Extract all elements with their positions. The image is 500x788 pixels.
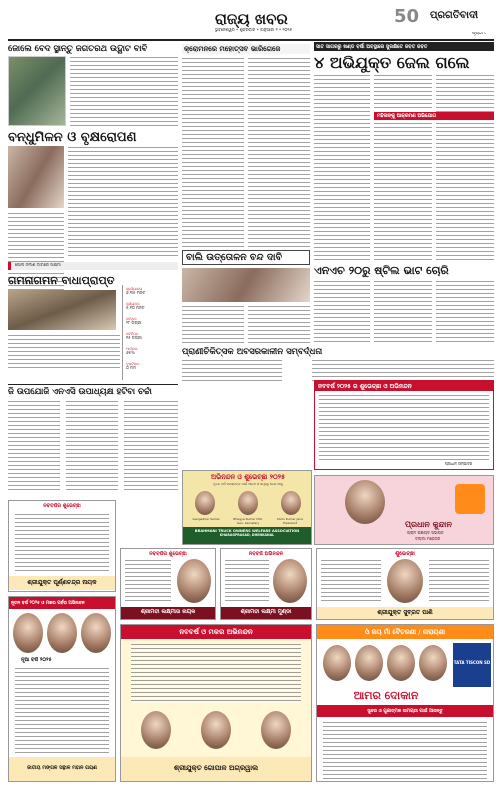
center-headline-box xyxy=(182,250,310,265)
shop-title-bar xyxy=(317,625,493,639)
lead-headline: ୪ ଅଭିଯୁକ୍ତ ଜେଲ ଗଲେ xyxy=(314,53,470,72)
article-text xyxy=(124,400,178,492)
top-banner xyxy=(314,42,494,51)
ad-name-bar xyxy=(9,576,115,590)
shop-tagline: ସୁନ୍ଦର ଓ ଗୁଣାତ୍ମକ ସାମଗ୍ରୀ ପାଇଁ ଆସନ୍ତୁ xyxy=(367,709,443,714)
divider xyxy=(8,384,178,385)
ad-text xyxy=(15,513,109,571)
article-headline: ଗମନାଗମନ ବାଧାପ୍ରାପ୍ତ xyxy=(8,274,115,287)
ad-name: ଶ୍ରୀଯୁକ୍ତ ସୁବ୍ରତ ପାଣି xyxy=(377,609,433,616)
weather-label: ସର୍ବାଧିକ xyxy=(126,317,137,321)
greeting-signature: ପ୍ରଧାନ ସମ୍ପାଦକ xyxy=(445,462,473,466)
article-text xyxy=(374,122,432,260)
article-text xyxy=(248,305,310,343)
person-photo xyxy=(355,645,383,681)
person-photo xyxy=(13,613,43,653)
new-year-ad xyxy=(8,596,116,782)
shop-title: ଓଁ ଜୟ ମାଁ ବୈତରଣୀ / ନାରାୟଣୀ xyxy=(364,628,446,636)
person-role: Gen. Secretary xyxy=(236,521,260,525)
anniversary-logo: 50 xyxy=(394,6,420,27)
ad-name-bar xyxy=(221,607,311,619)
greeting-ad xyxy=(314,380,494,470)
ad-text xyxy=(131,643,301,703)
weather-value: ୧୫ ଡିଗ୍ରୀ xyxy=(126,336,142,340)
party-logo-icon xyxy=(455,484,485,514)
left-top-headline: ଜୋଲେ ବେଦ ସ୍ଥାନ୍ତୁ ଜଗତରଥ ଉଦ୍ଘାଟ ବାବି xyxy=(8,44,148,54)
weather-label: ଆର୍ଦ୍ରତା xyxy=(126,347,138,351)
ad-text xyxy=(323,721,487,779)
protest-photo xyxy=(182,268,310,302)
article-text xyxy=(248,57,310,247)
person-photo xyxy=(177,559,211,603)
new-year-subtitle: ନୂଆ ବର୍ଷ ୨୦୨୫ xyxy=(21,657,52,663)
article-text xyxy=(314,280,370,342)
greeting-text xyxy=(319,394,489,460)
road-photo xyxy=(8,290,116,330)
ad-name: ଶ୍ରୀଯୁକ୍ତ ଗୋପାଳ ଅଗ୍ରୱାଲ xyxy=(173,764,259,772)
politician-place: ଦିଲ୍ଲୀ ମହେନ୍ଦ୍ର xyxy=(415,537,441,541)
ad-heading: ନବବର୍ଷର ଶୁଭେଚ୍ଛା xyxy=(43,503,81,509)
weather-label: ସର୍ବନିମ୍ନ xyxy=(126,332,139,336)
association-title: ଅଭିନନ୍ଦନ ଓ ଶୁଭେଚ୍ଛା ୨୦୨୫ xyxy=(210,473,286,481)
festival-ad xyxy=(120,624,312,782)
weather-value: ୬.୩୫ ମିନିଟ xyxy=(126,291,146,295)
ad-block xyxy=(220,548,312,620)
association-greeting: ନୂତନ ବର୍ଷ ସମସ୍ତଙ୍କ ପାଇଁ ଆନନ୍ଦ ଓ ସମୃଦ୍ଧି ନେଇ ଆସୁ xyxy=(213,482,283,486)
ad-name-bar xyxy=(317,607,493,619)
masthead-rule xyxy=(8,39,494,41)
article-text xyxy=(436,74,494,260)
section-title: ରାଜ୍ୟ ଖବର xyxy=(215,10,288,28)
person-photo xyxy=(195,491,215,515)
association-name: BRAHMANI TRUCK OWNERS WELFARE ASSOCIATION xyxy=(194,529,300,533)
article-text xyxy=(70,56,178,126)
new-year-title-bar xyxy=(9,597,115,609)
right-column xyxy=(314,42,494,342)
article-text xyxy=(182,359,282,381)
article-text xyxy=(68,146,178,256)
person-photo xyxy=(387,645,415,681)
article-tag-text: ପୋଲ ନିର୍ମାଣ ଦାବୀରେ ସାକ୍ଷ୍ମୀ xyxy=(15,263,61,267)
politician-ad xyxy=(314,475,494,545)
article-headline: ଜି ଉପଯୋଜି ଏନଏସି ଉପାଧ୍ୟକ୍ଷ ହଟିବା ଚର୍ଚ୍ଚା xyxy=(8,387,152,397)
article-text xyxy=(66,400,118,492)
ad-block xyxy=(8,500,116,592)
shop-ad xyxy=(316,624,494,782)
association-banner xyxy=(183,527,311,544)
politician-photo xyxy=(345,480,385,524)
person-photo xyxy=(323,645,351,681)
weather-item xyxy=(126,362,178,370)
article-text xyxy=(312,359,494,381)
article-text xyxy=(8,400,60,492)
ad-name-bar xyxy=(121,757,311,781)
left-lower-article xyxy=(8,384,178,496)
ad-name: ଶ୍ରୀଯୁକ୍ତ ପୂର୍ଣ୍ଣଚନ୍ଦ୍ର ନାୟକ xyxy=(27,579,97,586)
person-photo xyxy=(387,559,423,603)
ad-text xyxy=(321,559,381,603)
article-text xyxy=(8,212,64,302)
center-headline-box xyxy=(182,44,310,54)
weather-value: ୨୮ ଡିଗ୍ରୀ xyxy=(126,321,142,325)
person-role: President xyxy=(283,521,297,525)
weather-label: ସୂର୍ଯ୍ୟାସ୍ତ xyxy=(126,302,140,306)
new-year-title: ନୂତନ ବର୍ଷ ୨୦୨୫ ଓ ମକର ପର୍ବର ଅଭିନନ୍ଦନ xyxy=(11,601,85,606)
festival-title: ନବବର୍ଷ ଓ ମକର ଅଭିନନ୍ଦନ xyxy=(179,627,253,636)
ad-block xyxy=(120,548,216,620)
page-number: ପୃଷ୍ଠା ୯ xyxy=(472,32,487,36)
article-tag xyxy=(8,262,178,270)
article-text xyxy=(374,280,432,342)
article-headline: ପ୍ରାଣୀଚିକିତ୍ସକ ଅବସରକାଳୀନ ସମ୍ବର୍ଦ୍ଧନା xyxy=(182,347,323,357)
brand-name: ପ୍ରଗତିବାଦୀ xyxy=(430,10,479,21)
person-photo xyxy=(201,711,231,749)
ad-name: ଜାତୀୟ ମଙ୍ଗଳ ସନ୍ଥାଳ ମହାନ ଗୟଣ xyxy=(27,765,97,771)
person-name: Bhagya Kumar Dhir xyxy=(233,517,263,521)
masthead xyxy=(0,0,500,42)
weather-item xyxy=(126,317,178,325)
article-headline: ବନ୍ଧୁମିଳନ ଓ ବୃକ୍ଷରୋପଣ xyxy=(8,130,137,145)
article-text xyxy=(314,74,370,260)
article-text xyxy=(374,74,432,110)
article-text xyxy=(8,334,120,368)
weather-value: ୦ ମିମି xyxy=(126,366,137,370)
ad-name: ଶ୍ରୀମତୀ ଲକ୍ଷ୍ମୀତା ନାୟକ xyxy=(140,609,196,615)
person-photo xyxy=(419,645,447,681)
person-photo xyxy=(238,491,258,515)
ad-name: ଶ୍ରୀମତୀ ଲକ୍ଷ୍ମୀ ମୁଣ୍ଡା xyxy=(240,609,292,615)
person-photo xyxy=(81,613,111,653)
ad-text xyxy=(225,559,269,603)
person-photo xyxy=(47,613,77,653)
ad-heading: ନବବର୍ଷର ଶୁଭେଚ୍ଛା xyxy=(149,551,187,557)
weather-item xyxy=(126,287,178,295)
person-photo xyxy=(281,491,301,515)
article-headline: ଏନଏଚ ୨୦ରୁ ଷ୍ଟିଲ ଭାଟ ଚୋରି xyxy=(314,264,449,277)
weather-value: ୫.୧୦ ମିନିଟ xyxy=(126,306,145,310)
article-text xyxy=(436,280,494,342)
tata-brand: TATA TISCON SD xyxy=(453,660,491,665)
shop-name: ଆମର ଦୋକାନ xyxy=(353,689,419,702)
weather-label: ବୃଷ୍ଟିପାତ xyxy=(126,362,140,366)
person-photo xyxy=(261,711,291,749)
association-ad xyxy=(182,470,312,545)
ad-block xyxy=(316,548,494,620)
ad-text xyxy=(15,667,109,753)
ad-text xyxy=(429,559,489,603)
section-subtitle: ଭୁବନେଶ୍ୱର • ଶୁକ୍ରବାର • ଜାନୁଆରୀ ୨ • ୨୦୨୬ xyxy=(215,28,292,32)
greeting-title: ନବବର୍ଷ ୨୦୨୫ ର ଶୁଭେଚ୍ଛା ଓ ଅଭିନନ୍ଦନ xyxy=(318,382,412,390)
sub-strip xyxy=(374,112,494,120)
shop-tagline-bar xyxy=(317,705,493,717)
weather-item xyxy=(126,332,178,340)
politician-name: ପ୍ରଧାନ କୁନ୍ଦାନ xyxy=(405,520,452,529)
ad-name-bar xyxy=(121,607,215,619)
politician-role: ଗ୍ରାମ ପଞ୍ଚାୟତ ସଭାପତି xyxy=(407,531,444,535)
ad-text xyxy=(125,559,171,603)
ad-heading: ଶୁଭେଚ୍ଛା xyxy=(395,551,415,557)
festival-title-bar xyxy=(121,625,311,639)
irrigation-photo xyxy=(8,56,66,126)
weather-label: ସୂର୍ଯ୍ୟୋଦୟ xyxy=(126,287,143,291)
article-headline: କ୍ରୋମନରେ ମହୋତ୍ସବ ଭାରିଗେଜେ xyxy=(184,45,281,53)
tata-logo-icon xyxy=(453,643,491,687)
article-headline: ବାଲି ଉତ୍ତୋଳନ ବନ୍ଦ ଦାବି xyxy=(186,252,283,263)
greeting-title-bar xyxy=(315,381,493,391)
weather-box xyxy=(122,285,178,380)
person-name: Dullu Kumar Jena xyxy=(277,517,303,521)
ad-name-bar xyxy=(9,757,115,781)
weather-item xyxy=(126,347,178,355)
weather-value: ୬୫% xyxy=(126,351,135,355)
article-text xyxy=(182,305,244,343)
ad-heading: ନବବର୍ଷ ଅଭିନନ୍ଦନ xyxy=(248,551,284,557)
person-photo xyxy=(141,711,171,749)
top-banner-text: ସାତ ସାଗରରୁ ଖଣ୍ଡ ବର୍ଷା ଅବସ୍ଥାରେ ସୁରକ୍ଷିତେ ଜବତ ଜବତ xyxy=(316,43,428,50)
person-photo xyxy=(273,559,307,603)
weather-item xyxy=(126,302,178,310)
group-photo xyxy=(8,146,64,208)
person-name: Gangadhar Samal xyxy=(192,517,220,521)
association-place: KHARAGPRASAD, DHENKANAL xyxy=(219,533,275,537)
sub-strip-text: ମହିଳାଙ୍କୁ ଆକ୍ରମଣ ଅଭିଯୋଗ xyxy=(377,114,436,119)
article-text xyxy=(182,57,244,247)
